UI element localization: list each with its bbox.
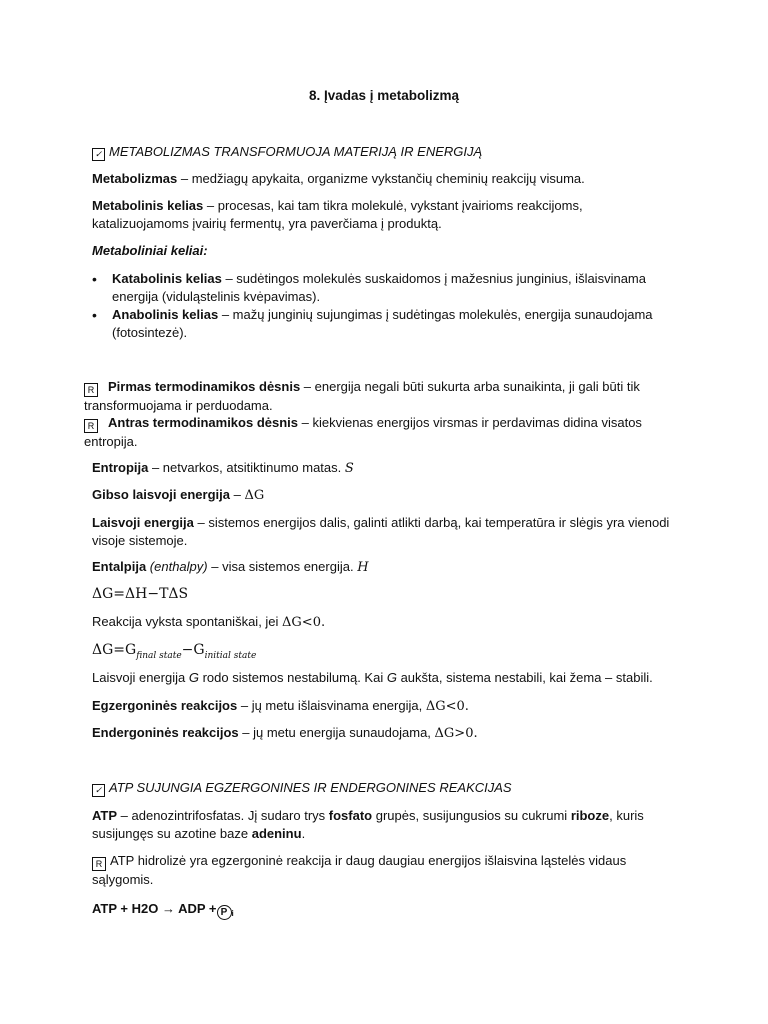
checkbox-icon: ✓ xyxy=(92,148,105,161)
g-stability-text xyxy=(92,669,682,687)
enthalpy-term: Entalpija xyxy=(92,559,147,574)
entropy-text: – netvarkos, atsitiktinumo matas. xyxy=(148,460,345,475)
law2-text: – kiekvienas energijos virsmas ir perdavimas didina visatos entropija. xyxy=(84,415,642,449)
exergonic-term: Egzergoninės reakcijos xyxy=(92,698,238,713)
exergonic-symbol: ΔG<0. xyxy=(425,699,469,714)
gibbs-definition xyxy=(92,486,682,505)
atp-adenine: adeninu xyxy=(251,826,302,841)
atp-fosfato: fosfato xyxy=(328,808,373,823)
bullet-text: – sudėtingos molekulės suskaidomos į mažesnius junginius, išlaisvinama energija (viduląstelinis kvėpavimas). xyxy=(112,271,646,304)
section2-heading-text: ATP SUJUNGIA EGZERGONINES IR ENDERGONINES REAKCIJAS xyxy=(109,780,512,795)
endergonic-definition xyxy=(92,724,682,743)
checkbox-icon: ✓ xyxy=(92,784,105,797)
exergonic-definition xyxy=(92,697,682,716)
atp-text-d: . xyxy=(301,826,306,841)
hydrolysis-text: ATP hidrolizė yra egzergoninė reakcija ir daug daugiau energijos išlaisvina ląstelės vidaus sąlygomis. xyxy=(92,853,627,887)
reference-box-icon: R xyxy=(92,857,106,871)
spontaneous-text: Reakcija vyksta spontaniškai, jei xyxy=(92,614,283,629)
arrow-icon: → xyxy=(161,901,175,916)
atp-text-c: , kuris susijungęs su azotine baze xyxy=(92,808,644,841)
enthalpy-text: – visa sistemos energija. xyxy=(207,559,358,574)
atp-reaction xyxy=(92,900,682,923)
section-heading-metabolism xyxy=(92,143,682,161)
reference-box-icon: R xyxy=(84,419,98,433)
eq2-sub-initial: initial state xyxy=(204,650,257,661)
free-energy-text: – sistemos energijos dalis, galinti atlikti darbą, kai temperatūra ir slėgis yra vienodi visoje sistemoje. xyxy=(92,515,670,548)
section-heading-atp xyxy=(92,779,682,797)
bullet-term: Katabolinis kelias xyxy=(112,271,222,286)
metabolic-path-definition xyxy=(92,197,682,233)
atp-text-a: – adenozintrifosfatas. Jį sudaro trys xyxy=(117,808,329,823)
enthalpy-english: (enthalpy) xyxy=(146,559,208,574)
bullet-text: – mažų junginių sujungimas į sudėtingas molekulės, energija sunaudojama (fotosintezė). xyxy=(112,307,653,340)
entropy-definition xyxy=(92,459,682,478)
spontaneous-symbol: ΔG<0. xyxy=(282,615,326,630)
metabolic-paths-list xyxy=(92,270,672,342)
atp-ribose: riboze xyxy=(570,808,610,823)
list-item xyxy=(92,306,672,342)
spontaneous-condition xyxy=(92,613,682,632)
law2-term: Antras termodinamikos dėsnis xyxy=(108,415,298,430)
delta-g-equation xyxy=(92,641,682,665)
list-item xyxy=(92,270,672,306)
free-energy-term: Laisvoji energija xyxy=(92,515,194,530)
second-law xyxy=(84,414,684,451)
free-energy-definition xyxy=(92,514,682,550)
eq2-mid: −G xyxy=(181,642,205,658)
endergonic-symbol: ΔG>0. xyxy=(434,726,478,741)
entropy-term: Entropija xyxy=(92,460,149,475)
g-text-a: Laisvoji energija xyxy=(92,670,189,685)
atp-term: ATP xyxy=(92,808,118,823)
page-title: 8. Įvadas į metabolizmą xyxy=(308,88,460,103)
reference-box-icon: R xyxy=(84,383,98,397)
gibbs-term: Gibso laisvoji energija xyxy=(92,487,230,502)
section1-heading-text: METABOLIZMAS TRANSFORMUOJA MATERIJĄ IR ENERGIJĄ xyxy=(109,144,483,159)
reaction-rhs: ADP + xyxy=(174,901,217,916)
metabolism-definition xyxy=(92,170,682,188)
g-text-b: rodo sistemos nestabilumą. Kai xyxy=(198,670,387,685)
phosphate-subscript: i xyxy=(231,909,234,918)
law1-text: – energija negali būti sukurta arba sunaikinta, ji gali būti tik transformuojama ir perduodama. xyxy=(84,379,640,413)
eq2-lhs: ΔG=G xyxy=(92,642,137,658)
exergonic-text: – jų metu išlaisvinama energija, xyxy=(237,698,426,713)
metabolic-paths-heading: Metaboliniai keliai: xyxy=(92,243,208,258)
gibbs-symbol: ΔG xyxy=(244,488,265,503)
reaction-lhs: ATP + H2O xyxy=(92,901,162,916)
metabolism-def: – medžiagų apykaita, organizme vykstančių cheminių reakcijų visuma. xyxy=(177,171,585,186)
endergonic-text: – jų metu energija sunaudojama, xyxy=(238,725,435,740)
law1-term: Pirmas termodinamikos dėsnis xyxy=(108,379,301,394)
endergonic-term: Endergoninės reakcijos xyxy=(92,725,239,740)
gibbs-equation: ΔG=ΔH−TΔS xyxy=(92,586,189,602)
bullet-term: Anabolinis kelias xyxy=(112,307,219,322)
eq2-sub-final: final state xyxy=(136,650,182,661)
entropy-symbol: S xyxy=(344,461,354,476)
path-def: – procesas, kai tam tikra molekulė, vykstant įvairioms reakcijoms, katalizuojamoms įvairių fermentų, yra paverčiama į produktą. xyxy=(92,198,583,231)
g-symbol: G xyxy=(386,670,397,685)
atp-definition xyxy=(92,807,682,843)
gibbs-text: – xyxy=(230,487,245,502)
enthalpy-definition xyxy=(92,558,682,577)
enthalpy-symbol: H xyxy=(357,560,369,575)
g-symbol: G xyxy=(188,670,199,685)
atp-hydrolysis xyxy=(92,852,682,889)
g-text-c: aukšta, sistema nestabili, kai žema – stabili. xyxy=(396,670,653,685)
metabolism-term: Metabolizmas xyxy=(92,171,178,186)
path-term: Metabolinis kelias xyxy=(92,198,204,213)
first-law xyxy=(84,378,684,415)
atp-text-b: grupės, susijungusios su cukrumi xyxy=(372,808,571,823)
phosphate-circle-icon: P xyxy=(217,905,232,920)
